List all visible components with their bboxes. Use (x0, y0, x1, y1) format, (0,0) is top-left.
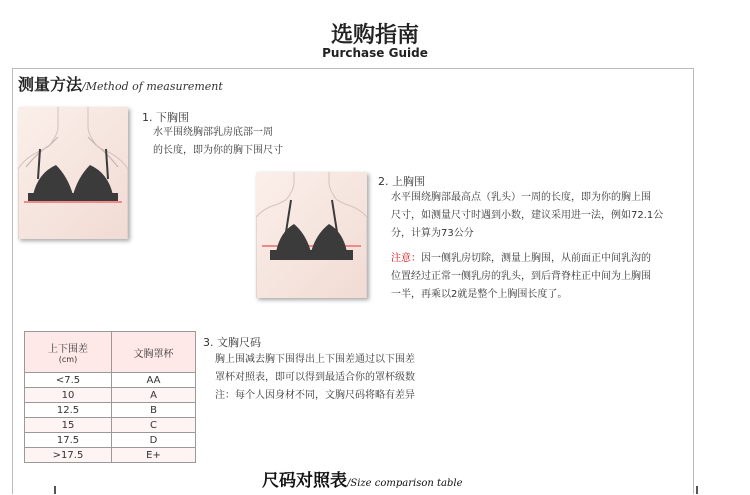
note-line: 因一侧乳房切除，测量上胸围，从前面正中间乳沟的 (421, 253, 651, 264)
footer-title-en: /Size comparison table (347, 478, 463, 489)
step-3-line: 罩杯对照表，即可以得到最适合你的罩杯级数 (215, 372, 415, 383)
step-1-line: 的长度，即为你的胸下围尺寸 (153, 145, 283, 156)
overbust-photo (256, 172, 367, 298)
header-diff-unit: (cm) (58, 355, 78, 364)
step-1-title: 1. 下胸围 (142, 111, 189, 124)
step-2-text (391, 189, 663, 243)
step-2-line: 尺寸，如测量尺寸时遇到小数，建议采用进一法，例如72.1公 (391, 210, 664, 221)
note-line: 位置经过正常一侧乳房的乳头，到后背脊柱正中间为上胸围 (391, 271, 651, 282)
table-cell-cup: E+ (112, 448, 196, 463)
table-cell-diff: 10 (25, 388, 112, 403)
step-1-text (153, 124, 283, 160)
table-row (25, 418, 196, 433)
table-row (25, 373, 196, 388)
step-2-note (391, 250, 651, 304)
table-cell-cup: A (112, 388, 196, 403)
page-subtitle: Purchase Guide (322, 46, 428, 60)
underbust-photo (18, 107, 128, 239)
step-3-line: 注：每个人因身材不同，文胸尺码将略有差异 (215, 390, 415, 401)
step-2-title: 2. 上胸围 (378, 175, 425, 188)
frame-corner-mark-left (54, 486, 56, 494)
table-row (25, 448, 196, 463)
header-diff-label: 上下围差 (48, 344, 88, 355)
table-cell-cup: B (112, 403, 196, 418)
table-cell-cup: AA (112, 373, 196, 388)
step-1-line: 水平围绕胸部乳房底部一周 (153, 127, 273, 138)
table-header-diff (25, 332, 112, 373)
section-title-cn: 测量方法 (18, 75, 83, 94)
section-title-en: /Method of measurement (82, 80, 223, 93)
step-2-line: 水平围绕胸部最高点（乳头）一周的长度，即为你的胸上围 (391, 192, 651, 203)
step-3-text (215, 351, 415, 405)
footer-title-cn: 尺码对照表 (262, 471, 347, 491)
step-2-line: 分，计算为73公分 (391, 228, 474, 239)
table-cell-diff: 15 (25, 418, 112, 433)
size-table (24, 331, 196, 463)
table-cell-diff: >17.5 (25, 448, 112, 463)
table-row (25, 433, 196, 448)
table-row (25, 403, 196, 418)
table-header-row (25, 332, 196, 373)
table-header-cup: 文胸罩杯 (112, 332, 196, 373)
table-cell-cup: C (112, 418, 196, 433)
bra-illustration-overbust (256, 172, 367, 298)
step-3-title: 3. 文胸尺码 (203, 336, 261, 349)
step-3-line: 胸上围减去胸下围得出上下围差通过以下围差 (215, 354, 415, 365)
frame-corner-mark-right (696, 486, 698, 494)
note-line: 一半，再乘以2就是整个上胸围长度了。 (391, 289, 568, 300)
size-table-heading (262, 466, 463, 491)
bra-illustration-underbust (18, 107, 128, 239)
section-heading (18, 72, 223, 95)
table-cell-cup: D (112, 433, 196, 448)
note-label: 注意： (391, 253, 421, 264)
table-cell-diff: 12.5 (25, 403, 112, 418)
table-row (25, 388, 196, 403)
page-title: 选购指南 (330, 23, 419, 48)
table-cell-diff: 17.5 (25, 433, 112, 448)
table-cell-diff: <7.5 (25, 373, 112, 388)
